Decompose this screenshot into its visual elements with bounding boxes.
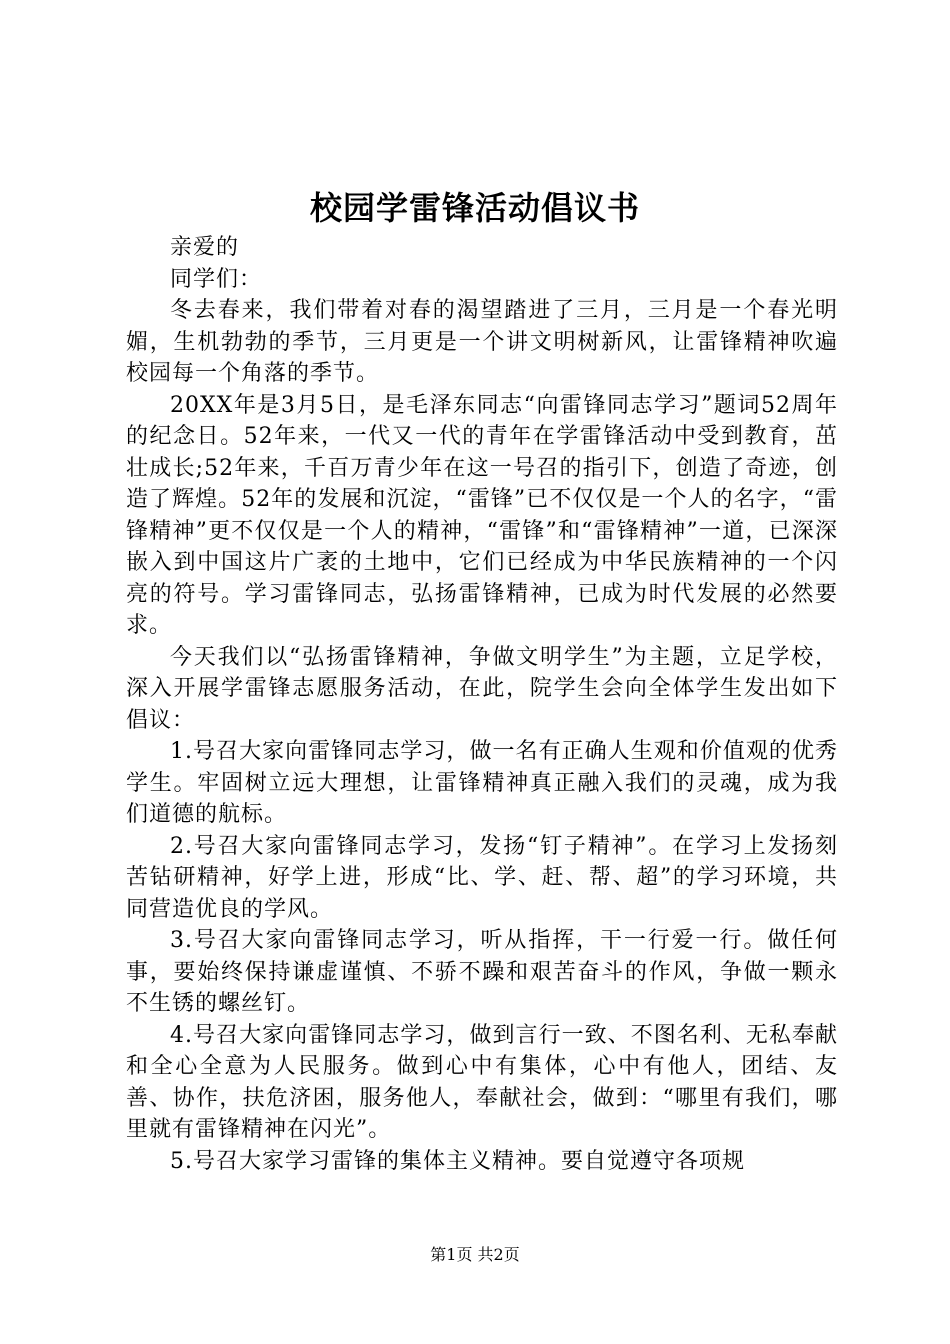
proposal-item-5: 5.号召大家学习雷锋的集体主义精神。要自觉遵守各项规 bbox=[170, 1148, 745, 1174]
salutation-line-2: 同学们： bbox=[170, 266, 263, 292]
proposal-item-1: 1.号召大家向雷锋同志学习，做一名有正确人生观和价值观的优秀学生。牢固树立远大理想，让雷锋精神真正融入我们的灵魂，成为我们道德的航标。 bbox=[126, 739, 838, 827]
paragraph-theme: 今天我们以“弘扬雷锋精神，争做文明学生”为主题，立足学校，深入开展学雷锋志愿服务活动，在此，院学生会向全体学生发出如下倡议： bbox=[126, 644, 838, 733]
page-number-footer: 第1页 共2页 bbox=[430, 1245, 520, 1264]
proposal-item-4: 4.号召大家向雷锋同志学习，做到言行一致、不图名利、无私奉献和全心全意为人民服务。做到心中有集体，心中有他人，团结、友善、协作，扶危济困，服务他人，奉献社会，做到：“哪里有我们，哪里就有雷锋精神在闪光”。 bbox=[126, 1022, 838, 1142]
paragraph-background: 20XX年是3月5日，是毛泽东同志“向雷锋同志学习”题词52周年的纪念日。52年来，一代又一代的青年在学雷锋活动中受到教育，茁壮成长;52年来，千百万青少年在这一号召的指引下，创造了奇迹，创造了辉煌。52年的发展和沉淀，“雷锋”已不仅仅是一个人的名字，“雷锋精神”更不仅仅是一个人的精神，“雷锋”和“雷锋精神”一道，已深深嵌入到中国这片广袤的土地中，它们已经成为中华民族精神的一个闪亮的符号。学习雷锋同志，弘扬雷锋精神，已成为时代发展的必然要求。 bbox=[126, 392, 838, 638]
salutation-line-1: 亲爱的 bbox=[170, 235, 240, 260]
proposal-item-2: 2.号召大家向雷锋同志学习，发扬“钉子精神”。在学习上发扬刻苦钻研精神，好学上进，形成“比、学、赶、帮、超”的学习环境，共同营造优良的学风。 bbox=[126, 833, 838, 922]
paragraph-intro: 冬去春来，我们带着对春的渴望踏进了三月，三月是一个春光明媚，生机勃勃的季节，三月更是一个讲文明树新风，让雷锋精神吹遍校园每一个角落的季节。 bbox=[126, 298, 838, 386]
proposal-item-3: 3.号召大家向雷锋同志学习，听从指挥，干一行爱一行。做任何事，要始终保持谦虚谨慎、不骄不躁和艰苦奋斗的作风，争做一颗永不生锈的螺丝钉。 bbox=[126, 928, 838, 1016]
document-body bbox=[126, 232, 838, 1177]
document-title: 校园学雷锋活动倡议书 bbox=[309, 189, 640, 227]
